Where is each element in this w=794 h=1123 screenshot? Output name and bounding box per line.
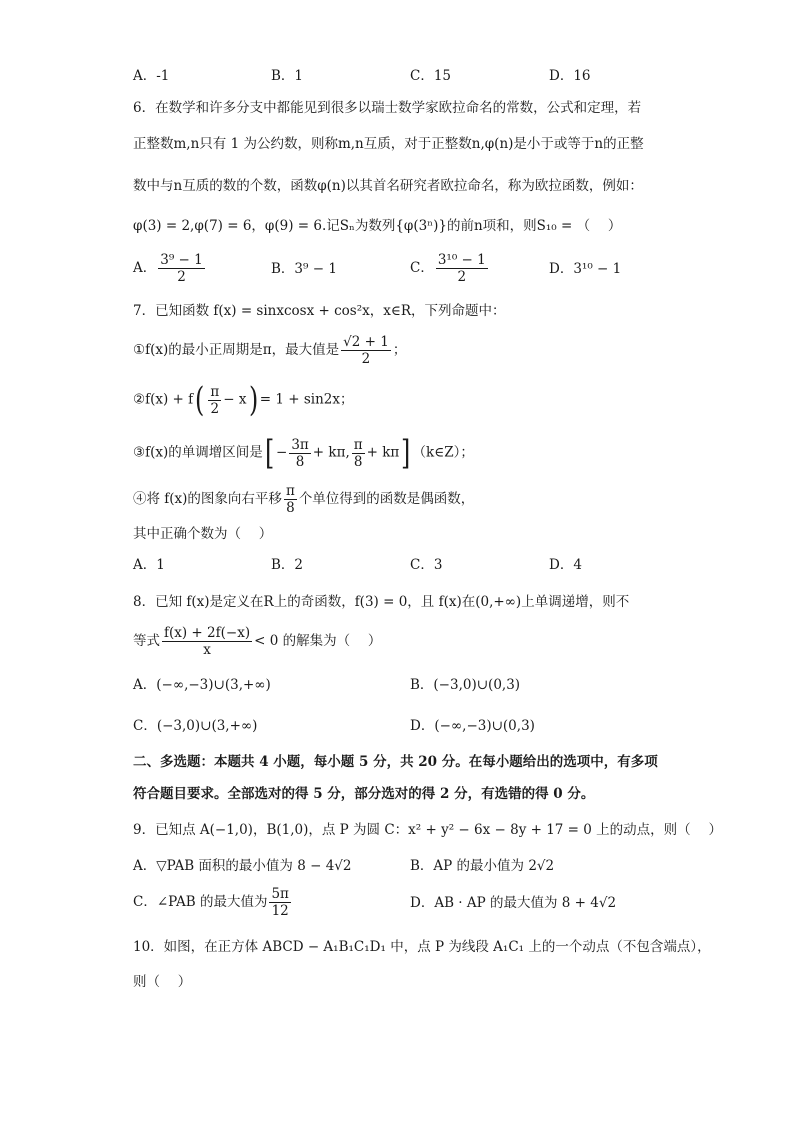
q6-option-d: D．3¹⁰ − 1 xyxy=(549,261,622,277)
section-2-instructions: 符合题目要求。全部选对的得 5 分，部分选对的得 2 分，有选错的得 0 分。 xyxy=(133,786,595,802)
q9-stem: 9．已知点 A(−1,0)，B(1,0)，点 P 为圆 C：x² + y² − 6x − 8y + 17 = 0 上的动点，则（ ） xyxy=(133,822,722,838)
q5-option-c: C．15 xyxy=(410,68,452,84)
q6-line-1: 6．在数学和许多分支中都能见到很多以瑞士数学家欧拉命名的常数，公式和定理，若 xyxy=(133,100,642,116)
q8-line-1: 8．已知 f(x)是定义在R上的奇函数，f(3) = 0，且 f(x)在(0,+∞)上单调递增，则不 xyxy=(133,594,630,610)
q7-option-d: D．4 xyxy=(549,557,582,573)
q10-line-2: 则（ ） xyxy=(133,974,192,990)
q9-option-d: D．AB · AP 的最大值为 8 + 4√2 xyxy=(410,895,617,911)
q9-option-c: C．∠PAB 的最大值为 $\frac{5\pi}{12}$ xyxy=(133,886,289,919)
q7-stem: 7．已知函数 f(x) = sinxcosx + cos²x，x∈R，下列命题中： xyxy=(133,303,506,319)
q7-tail: 其中正确个数为（ ） xyxy=(133,526,273,542)
q6-option-a: A． $\frac{\text{3⁹ − 1}}{2}$ xyxy=(133,252,203,285)
q8-option-c: C．(−3,0)∪(3,+∞) xyxy=(133,718,258,734)
q7-proposition-3: ③f(x)的单调增区间是[ − $\frac{3\pi}{8}$ + kπ, $\frac{\pi}{8}$ + kπ] （k∈Z）； xyxy=(133,433,474,473)
q6-line-3: 数中与n互质的数的个数，函数φ(n)以其首名研究者欧拉命名，称为欧拉函数，例如： xyxy=(133,178,643,194)
q7-option-b: B．2 xyxy=(271,557,304,573)
q7-proposition-2: ②f(x) + f( $\frac{\pi}{2}$ − x) = 1 + sin2x； xyxy=(133,380,354,420)
q7-option-a: A．1 xyxy=(133,557,165,573)
q7-proposition-1: ①f(x)的最小正周期是π，最大值是 $\frac{√2 + 1}{2}$ ； xyxy=(133,334,407,367)
q7-proposition-4: ④将 f(x)的图象向右平移 $\frac{\pi}{8}$ 个单位得到的函数是偶函数， xyxy=(133,483,475,516)
q6-line-2: 正整数m,n只有 1 为公约数，则称m,n互质，对于正整数n,φ(n)是小于或等于n的正整 xyxy=(133,136,644,152)
q8-line-2: 等式 $\frac{f(x) + 2f(-x)}{x}$ < 0 的解集为（ ） xyxy=(133,625,382,658)
q6-option-b: B．3⁹ − 1 xyxy=(271,261,337,277)
q8-option-d: D．(−∞,−3)∪(0,3) xyxy=(410,718,535,734)
q9-option-b: B．AP 的最小值为 2√2 xyxy=(410,858,555,874)
q5-option-d: D．16 xyxy=(549,68,591,84)
q7-option-c: C．3 xyxy=(410,557,443,573)
q9-option-a: A．▽PAB 面积的最小值为 8 − 4√2 xyxy=(133,858,352,874)
q8-option-a: A．(−∞,−3)∪(3,+∞) xyxy=(133,677,271,693)
section-2-heading: 二、多选题：本题共 4 小题，每小题 5 分，共 20 分。在每小题给出的选项中，有多项 xyxy=(133,754,658,770)
q8-option-b: B．(−3,0)∪(0,3) xyxy=(410,677,521,693)
q5-option-b: B．1 xyxy=(271,68,304,84)
q6-line-4: φ(3) = 2,φ(7) = 6，φ(9) = 6.记Sₙ为数列{φ(3ⁿ)}的前n项和，则S₁₀ = （ ） xyxy=(133,218,622,234)
q10-line-1: 10．如图，在正方体 ABCD − A₁B₁C₁D₁ 中，点 P 为线段 A₁C₁ 上的一个动点（不包含端点）， xyxy=(133,939,711,955)
q6-option-c: C． $\frac{\text{3¹⁰ − 1}}{2}$ xyxy=(410,252,486,285)
q5-option-a: A．-1 xyxy=(133,68,170,84)
